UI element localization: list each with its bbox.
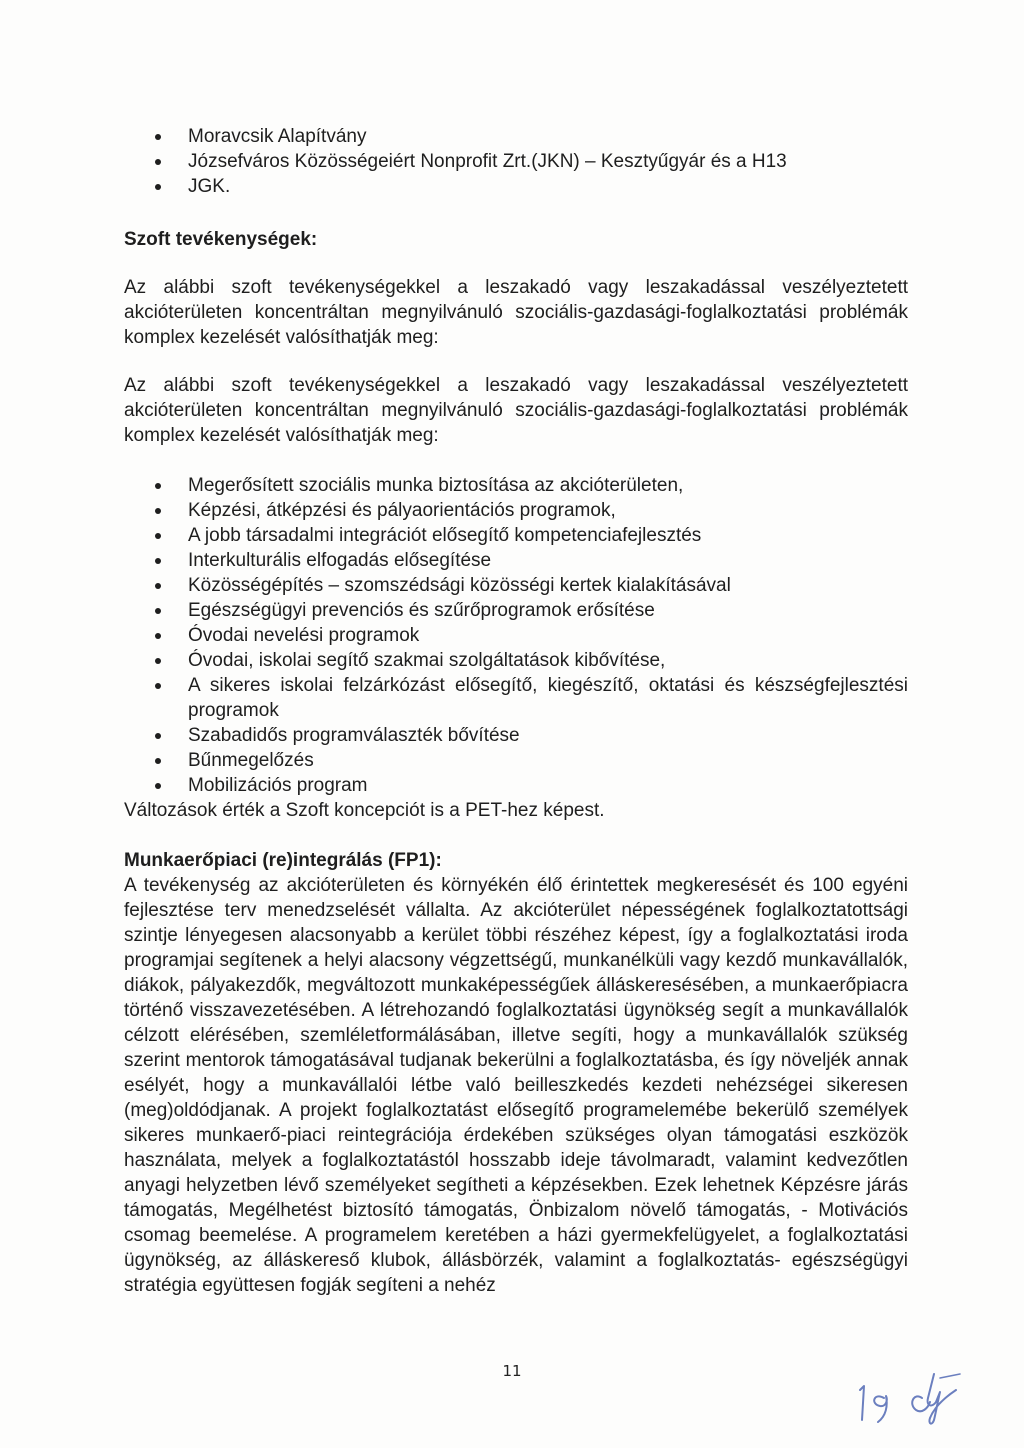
list-item: Óvodai nevelési programok bbox=[124, 623, 908, 648]
list-item: Közösségépítés – szomszédsági közösségi kertek kialakításával bbox=[124, 573, 908, 598]
list-item: Képzési, átképzési és pályaorientációs programok, bbox=[124, 498, 908, 523]
list-item: Józsefváros Közösségeiért Nonprofit Zrt.(JKN) – Kesztyűgyár és a H13 bbox=[124, 149, 908, 174]
page-number: 11 bbox=[502, 1362, 522, 1380]
changes-note: Változások érték a Szoft koncepciót is a PET-hez képest. bbox=[124, 800, 605, 821]
handwritten-signature-icon bbox=[848, 1368, 968, 1430]
list-item: Mobilizációs program bbox=[124, 773, 908, 798]
soft-activities-heading: Szoft tevékenységek: bbox=[124, 229, 318, 250]
list-item: Egészségügyi prevenciós és szűrőprogramok erősítése bbox=[124, 598, 908, 623]
list-item: Szabadidős programválaszték bővítése bbox=[124, 723, 908, 748]
list-item: A sikeres iskolai felzárkózást elősegítő, kiegészítő, oktatási és készségfejlesztési programok bbox=[124, 673, 908, 723]
list-item: A jobb társadalmi integrációt elősegítő kompetenciafejlesztés bbox=[124, 523, 908, 548]
soft-intro-paragraph-1: Az alábbi szoft tevékenységekkel a leszakadó vagy leszakadással veszélyeztetett akcióterületen koncentráltan megnyilvánuló szociális-gazdasági-foglalkoztatási problémák komplex kezelését valósíthatják meg: bbox=[124, 277, 908, 348]
list-item: Megerősített szociális munka biztosítása az akcióterületen, bbox=[124, 473, 908, 498]
list-item: Interkulturális elfogadás elősegítése bbox=[124, 548, 908, 573]
page-content bbox=[124, 124, 908, 1298]
fp1-body-paragraph: A tevékenység az akcióterületen és környékén élő érintettek megkeresését és 100 egyéni fejlesztése terv menedzselését vállalta. Az akcióterület népességének foglalkoztatottsági szintje lényegesen alacsonyabb a kerület többi részéhez képest, így a foglalkoztatási iroda programjai segítenek a helyi alacsony végzettségű, munkanélküli vagy kezdő munkavállalók, diákok, pályakezdők, megváltozott munkaképességűek álláskeresésében, a munkaerőpiacra történő visszavezetésében. A létrehozandó foglalkoztatási ügynökség segít a munkavállalók célzott elérésében, szemléletformálásában, illetve segíti, hogy a munkavállalók szükség szerint mentorok támogatásával tudjanak bekerülni a foglalkoztatásba, és így növeljék annak esélyét, hogy a munkavállalói létbe való beilleszkedés kezdeti nehézségei sikeresen (meg)oldódjanak. A projekt foglalkoztatást elősegítő programelemébe bekerülő személyek sikeres munkaerő-piaci reintegrációja érdekében szükséges olyan támogatási eszközök használata, melyek a foglalkoztatástól hosszabb ideje távolmaradt, valamint kedvezőtlen anyagi helyzetben lévő személyeket segítheti a képzésekben. Ezek lehetnek Képzésre járás támogatás, Megélhetést biztosító támogatás, Önbizalom növelő támogatás, - Motivációs csomag beemelése. A programelem keretében a házi gyermekfelügyelet, a foglalkoztatási ügynökség, az álláskereső klubok, állásbörzék, valamint a foglalkoztatás- egészségügyi stratégia együttesen fogják segíteni a nehéz bbox=[124, 875, 908, 1296]
soft-intro-paragraph-2: Az alábbi szoft tevékenységekkel a leszakadó vagy leszakadással veszélyeztetett akcióterületen koncentráltan megnyilvánuló szociális-gazdasági-foglalkoztatási problémák komplex kezelését valósíthatják meg: bbox=[124, 375, 908, 446]
list-item: Bűnmegelőzés bbox=[124, 748, 908, 773]
list-item: Moravcsik Alapítvány bbox=[124, 124, 908, 149]
intro-list bbox=[124, 124, 908, 199]
fp1-heading: Munkaerőpiaci (re)integrálás (FP1): bbox=[124, 850, 442, 871]
soft-activities-list bbox=[124, 473, 908, 798]
list-item: Óvodai, iskolai segítő szakmai szolgáltatások kibővítése, bbox=[124, 648, 908, 673]
list-item: JGK. bbox=[124, 174, 908, 199]
